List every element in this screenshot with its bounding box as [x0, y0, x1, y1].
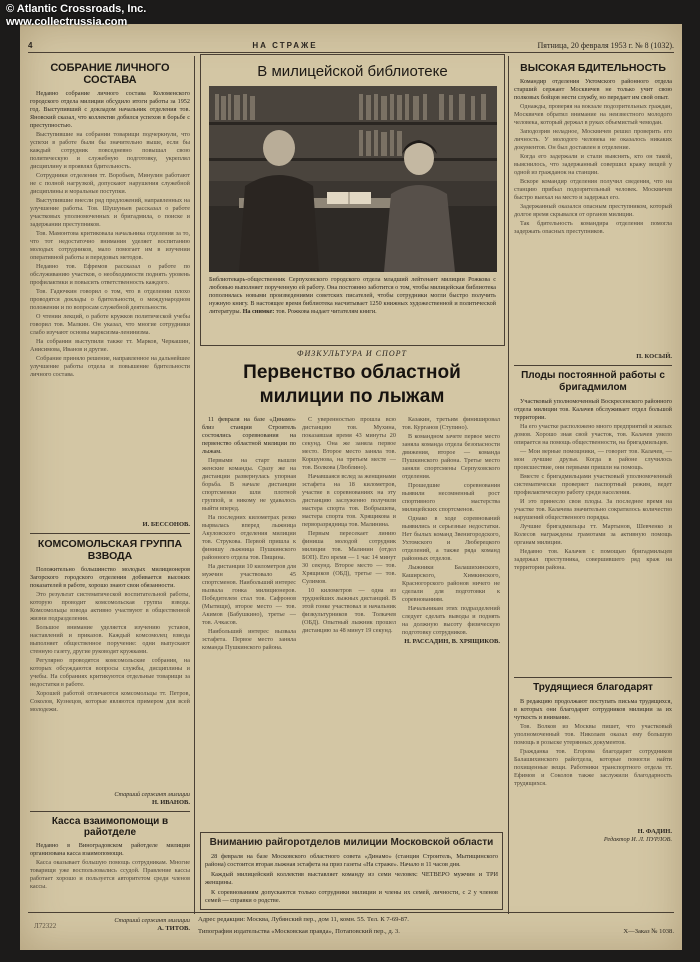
notice-box	[200, 832, 503, 910]
issue-date: Пятница, 20 февраля 1953 г. № 8 (1032).	[537, 40, 674, 50]
article-body-komsomol: Это результат систематической воспитательной работы, которую проводит комсомольская группа взвода. Комсомольцы взвода активно участвуют в общественной жизни подразделения. Большое внимание уделяется изучению уставов, наставлений и приказов. Каждый комсомолец взвода выполняет общественное поручение: одни выпускают стенную газету, другие руководят кружками. Регулярно проводятся комсомольские собрания, на которых обсуждаются вопросы службы, дисциплины и учебы. На собраниях критикуются отдельные товарищи за недостатки в работе. Хорошей работой отличаются комсомольцы тт. Петров, Соколов, Кузнецов, которые являются примером для всей молодежи.	[30, 591, 190, 713]
watermark-line2: www.collectrussia.com	[6, 16, 128, 28]
sport-body-1: Первыми на старт вышли женские команды. Сразу же на дистанции развернулась упорная борьба. В начале дистанции спортсменки шли плотной группой, и никому не удавалось выйти вперед. На последних километрах резко вырвалась вперед лыжница Акуловского отделения милиции тов. Струкова. Первой пришла к финишу лыжница Пушкинского районного отдела тов. Пищина. На дистанции 10 километров для мужчин участвовало 45 спортсменов. Наибольший интерес вызвала гонка милиционеров. Победителем стал тов. Сафронов (Мытищи), второе место — тов. Акимов (Бабушкино), третье — тов. Ачкасов. Наибольший интерес вызвала эстафета. Первое место заняла команда Пушкинского района.	[202, 457, 296, 651]
article-body-brigadmil: На его участке расположено много предприятий и жилых домов. Хорошо зная свой участок, тов. Калачев умело опирается на помощь общественности, на бригадмильцев. — Мои верные помощники, — говорит тов. Калачев, — мои лучшие друзья. Когда в районе случилось происшествие, они первыми пришли на помощь. Вместе с бригадмильцами участковый уполномоченный систематически проверяет паспортный режим, ведет профилактическую работу среди населения. И это принесло свои плоды. За последнее время на участке тов. Калачева значительно сократилось количество нарушений общественного порядка. Лучшие бригадмильцы тт. Мартынов, Шевченко и Колесов награждены грамотами за активную помощь органам милиции. Недавно тов. Калачев с помощью бригадмильцев задержал преступника, совершившего ряд краж на территории района.	[514, 423, 672, 571]
signature-editor: Редактор И. Л. ПУРЛОВ.	[603, 836, 672, 843]
footer-printer: Типография издательства «Московская правда», Потаповский пер., д. 3.	[198, 928, 400, 935]
library-photo-illustration	[209, 86, 497, 272]
notice-text-1: 28 февраля на базе Московского областного совета «Динамо» (станция Строитель, Мытищинского района) состоится вторая лыжная эстафета на приз газеты «На страже». Начало в 11 часов дня.	[205, 853, 498, 868]
divider	[514, 365, 672, 366]
section-rubric: ФИЗКУЛЬТУРА И СПОРТ	[297, 349, 407, 358]
article-body-kassa: Касса оказывает большую помощь сотрудникам. Многие товарищи уже воспользовались ссудой. Правление кассы работает хорошо и пользуется авторитетом среди членов кассы.	[30, 859, 190, 890]
library-photo-box	[200, 54, 505, 346]
newspaper-page	[20, 24, 682, 950]
divider	[30, 533, 190, 534]
caption-text: Библиотекарь-общественник Серпуховского городского отдела младший лейтенант милиции Рожкова с любовью выполняет порученную ей работу. Она постоянно заботится о том, чтобы милицейская библиотека пополнялась новыми произведениями советских писателей, чтобы сотрудники могли быстро получить нужную книгу. В настоящее время библиотека насчитывает 1250 книжных художественной и политической литературы.	[209, 276, 496, 315]
article-title-meeting: СОБРАНИЕ ЛИЧНОГО СОСТАВА	[50, 62, 170, 86]
caption-lead: На снимке:	[242, 308, 275, 315]
running-header	[28, 38, 674, 53]
article-body-gratitude: Тов. Волков из Москвы пишет, что участковый уполномоченный тов. Николаев оказал ему большую помощь в розыске утерянных документов. Гражданка тов. Егорова благодарит сотрудников Балашихинского райотдела, которые помогли найти похищенные вещи. Работники транспортного отдела тт. Ефимов и Соколов также заслужили благодарность трудящихся.	[514, 723, 672, 787]
signature-kosyi: П. КОСЫЙ.	[636, 353, 672, 360]
main-headline: Первенство областной милиции по лыжам	[243, 362, 461, 407]
caption-tail: тов. Рожкова выдает читателям книги.	[275, 308, 377, 315]
divider	[30, 811, 190, 812]
footer-rule	[28, 912, 674, 913]
signature-ivanov: Н. ИВАНОВ.	[151, 799, 190, 806]
archive-stamp: Л72322	[34, 922, 57, 930]
sport-column-3	[402, 416, 500, 826]
article-lead-gratitude: В редакцию продолжают поступать письма трудящихся, в которых они благодарят сотрудников милиции за их чуткость и внимание.	[514, 698, 672, 721]
sport-body-2: С уверенностью прошла всю дистанцию тов. Мухина, показавшая время 43 минуты 20 секунд. Она же заняла первое место. Второе место заняла тов. Коршунова, на третьем месте — тов. Волкова (Люблино). Начавшаяся вслед за женщинами эстафета на 18 километров, участие в соревнованиях на эту дистанцию заслуженно получили мастера спорта тов. Вобрышева, мастера спорта тов. Хрящикова и перворазрядница тов. Малинина. Первым пересекает линию финиша молодой сотрудник милиции тов. Малинин (отдел БОП). Его время — 1 час 14 минут 30 секунд. Второе место — тов. Хрящиков (ОБД), третье — тов. Сулимов. 10 километров — одна из труднейших лыжных дистанций. В этой гонке участвовал и начальник физкультурников тов. Толкачев (ОБД). Опытный лыжник прошел дистанцию за 48 минут 19 секунд.	[302, 416, 396, 634]
page-number: 4	[28, 40, 33, 50]
notice-text-2: Каждый милицейский коллектив выставляет команду из семи человек: ЧЕТВЕРО мужчин и ТРИ женщины.	[205, 871, 498, 886]
signature-role-titov: Старший сержант милиции	[114, 917, 190, 924]
photo-title: В милицейской библиотеке	[257, 63, 448, 80]
newspaper-title: НА СТРАЖЕ	[252, 40, 318, 50]
article-title-gratitude: Трудящиеся благодарят	[533, 682, 653, 693]
notice-text-3: К соревнованиям допускаются только сотрудники милиции и члены их семей, личности, с 2 у членов семей — справки о родстве.	[205, 889, 498, 904]
footer-address: Адрес редакции: Москва, Лубянский пер., дом 11, комн. 55. Тел. К 7-69-87.	[198, 916, 409, 923]
footer-order: Х—Заказ № 1038.	[623, 928, 674, 935]
signature-fadin: Н. ФАДИН.	[637, 828, 672, 835]
sport-lead: 11 февраля на базе «Динамо» близ станции Строитель состоялись соревнования на первенство областной милиции по лыжам.	[202, 416, 296, 455]
article-lead-vigilance: Командир отделения Уктомского районного отдела старший сержант Москвичев не только учит свою полковых бойцов нести службу, но передает им свой опыт.	[514, 78, 672, 101]
article-title-kassa: Касса взаимопомощи в райотделе	[51, 816, 169, 838]
watermark-line1: © Atlantic Crossroads, Inc.	[6, 3, 147, 15]
column-rule-right	[508, 56, 509, 914]
article-title-vigilance: ВЫСОКАЯ БДИТЕЛЬНОСТЬ	[520, 62, 666, 74]
footer-line-1	[28, 916, 674, 923]
sport-column-2	[302, 416, 396, 826]
column-rule-left	[194, 56, 195, 914]
right-column	[514, 60, 672, 910]
signature-titov: А. ТИТОВ.	[157, 925, 190, 932]
signature-bessonov: И. БЕССОНОВ.	[142, 521, 190, 528]
photo-caption	[201, 272, 504, 320]
sport-body-3: Казакин, третьим финишировал тов. Курганов (Ступино). В командном зачете первое место заняла команда отдела безопасности движения, второе — команда Пушкинского района. Третье место заняли спортсмены Серпуховского отделения. Прошедшие соревнования выявили несомненный рост спортивного мастерства милицейских спортсменов. Однако в ходе соревнований выявились и серьезные недостатки. Нет былых команд Звенигородского, Ухтомского и Люберецкого отделений, а также ряда команд районных отделов. Лыжники Балашихинского, Каширского, Химкинского, Красногорского районов ничего не сделали для подготовки к соревнованиям. Начальникам этих подразделений следует сделать выводы и поднять на должную высоту физическую подготовку сотрудников.	[402, 416, 500, 636]
article-lead-kassa: Недавно в Виноградовском райотделе милиции организована касса взаимопомощи.	[30, 842, 190, 857]
signature-role-ivanov: Старший сержант милиции	[114, 791, 190, 798]
sport-column-1	[202, 416, 296, 826]
notice-title: Вниманию райгоротделов милиции Московской области	[209, 837, 494, 848]
footer-line-2	[28, 928, 674, 935]
article-lead-brigadmil: Участковый уполномоченный Воскресенского районного отдела милиции тов. Калачев обслуживает отдел большой территории.	[514, 398, 672, 421]
article-lead-komsomol: Положительно большинство молодых милиционеров Загорского городского отделения добивается высоких показателей в работе, хорошо знают свои обязанности.	[30, 566, 190, 589]
library-photo	[209, 86, 497, 272]
article-body-meeting: Выступившие на собрании товарищи подчеркнули, что успехи в работе были бы значительно выше, если бы каждый сотрудник повседневно повышал свою политическую и служебную подготовку, укреплял дисциплину и проявлял бдительность. Сотрудники отделения тт. Воробьев, Минулин работают не с полной нагрузкой, допускают нарушения служебной дисциплины и моральные поступки. Выступившие внесли ряд предложений, направленных на улучшение работы. Тов. Шушуньев рассказал о работе участковых уполномоченных и бригадмила, о поиске и задержании преступников. Тов. Мамонтова критиковала начальника отделения за то, что тот недостаточно внимания уделяет воспитанию молодых сотрудников, мало помогает им в изучении оперативной работы и передовых методов. Недавно тов. Ефремов рассказал о работе по обслуживанию участков, о необходимости поднять уровень профилактики и повысить ответственность каждого. Тов. Гадючкин говорил о том, что в отделении плохо проводятся доклады о бдительности, о международном положении и по вопросам служебной деятельности. О чтении лекций, о работе кружков политической учебы говорил тов. Малкин. Он указал, что многие сотрудники слабо изучают основы марксизма-ленинизма. На собрании выступили также тт. Марков, Черкашин, Анисимова, Иванов и другие. Собрание приняло решение, направленное на дальнейшее улучшение работы отдела и повышение бдительности личного состава.	[30, 131, 190, 378]
watermark	[6, 3, 146, 29]
article-lead-meeting: Недавно собрание личного состава Коломенского городского отдела милиции обсудило итоги работы за 1952 год. Выступивший с докладом начальник отделения тов. Яновский сказал, что коллектив добился успехов в борьбе с преступностью.	[30, 90, 190, 129]
article-title-brigadmil: Плоды постоянной работы с бригадмилом	[521, 370, 665, 393]
divider	[514, 677, 672, 678]
article-title-komsomol: КОМСОМОЛЬСКАЯ ГРУППА ВЗВОДА	[37, 538, 183, 562]
article-body-vigilance: Однажды, проверяя на вокзале подозрительных граждан, Москвичев обратил внимание на неизвестного молодого человека, который держал в руках объемистый чемодан. Заподозрив неладное, Москвичев решил проверить его личность. У молодого человека не оказалось никаких документов. Он был доставлен в отделение. Когда его задержали и стали выяснять, кто он такой, выяснилось, что задержанный совершил кражу вещей у одной из гражданок на станции. Вскоре командир отделения получил сведения, что на станцию прибыл подозрительный человек. Москвичев быстро выехал на место и задержал его. Задержанный оказался опасным преступником, который долгое время скрывался от органов милиции. Так бдительность командира отделения помогла задержать опасных преступников.	[514, 103, 672, 235]
sport-signatures: Н. РАССАДИН, В. ХРЯЩИКОВ.	[404, 638, 500, 645]
